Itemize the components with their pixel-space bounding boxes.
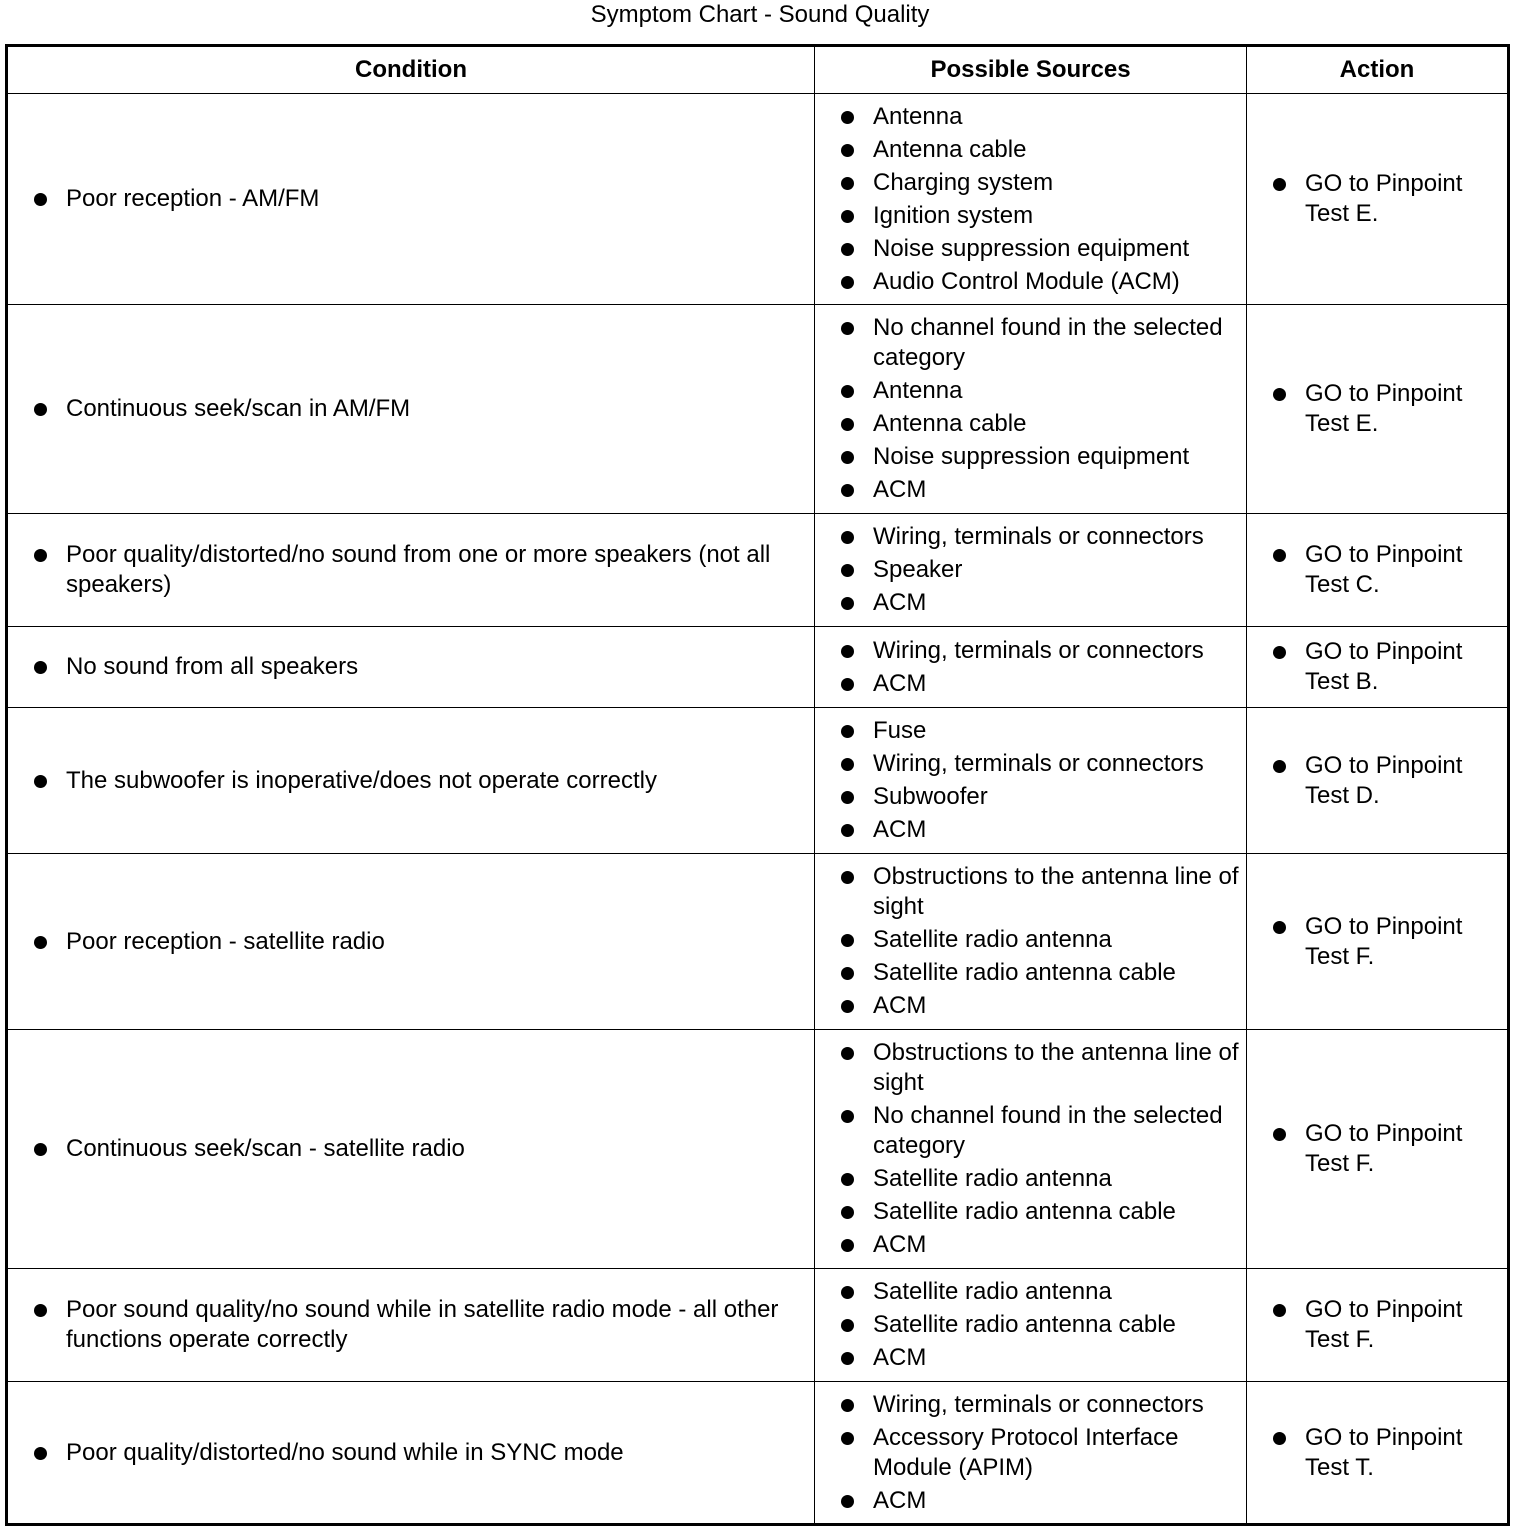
source-item: ACM <box>873 475 1242 505</box>
table-row <box>7 514 1509 627</box>
possible-sources-cell <box>815 94 1247 305</box>
source-item: ACM <box>873 991 1242 1021</box>
condition-text: The subwoofer is inoperative/does not operate correctly <box>66 766 800 796</box>
source-item: Obstructions to the antenna line of sight <box>873 862 1242 922</box>
possible-sources-cell <box>815 627 1247 708</box>
condition-list <box>8 927 814 957</box>
action-cell <box>1247 1269 1509 1382</box>
condition-text: Poor sound quality/no sound while in satellite radio mode - all other functions operate correctly <box>66 1295 800 1355</box>
source-item: Wiring, terminals or connectors <box>873 522 1242 552</box>
condition-text: Poor quality/distorted/no sound while in SYNC mode <box>66 1438 800 1468</box>
action-cell <box>1247 1030 1509 1269</box>
header-condition: Condition <box>7 46 815 94</box>
document-title: Symptom Chart - Sound Quality <box>590 1 930 28</box>
condition-cell <box>7 1269 815 1382</box>
possible-sources-cell <box>815 514 1247 627</box>
action-cell <box>1247 708 1509 854</box>
source-item: Satellite radio antenna <box>873 1277 1242 1307</box>
source-item: Satellite radio antenna <box>873 1164 1242 1194</box>
action-text: GO to Pinpoint Test F. <box>1305 1295 1499 1355</box>
source-item: No channel found in the selected category <box>873 1101 1242 1161</box>
action-text: GO to Pinpoint Test E. <box>1305 379 1499 439</box>
source-item: ACM <box>873 1230 1242 1260</box>
source-item: Satellite radio antenna cable <box>873 1310 1242 1340</box>
source-item: ACM <box>873 1486 1242 1516</box>
sources-list <box>815 634 1246 701</box>
source-item: No channel found in the selected category <box>873 313 1242 373</box>
action-cell <box>1247 1382 1509 1525</box>
condition-list <box>8 1438 814 1468</box>
condition-text: Continuous seek/scan in AM/FM <box>66 394 800 424</box>
symptom-rows <box>7 94 1509 1525</box>
possible-sources-cell <box>815 708 1247 854</box>
action-list <box>1247 751 1507 811</box>
table-row <box>7 708 1509 854</box>
source-item: ACM <box>873 815 1242 845</box>
action-list <box>1247 540 1507 600</box>
source-item: Wiring, terminals or connectors <box>873 1390 1242 1420</box>
action-text: GO to Pinpoint Test D. <box>1305 751 1499 811</box>
sources-list <box>815 100 1246 299</box>
table-row <box>7 1030 1509 1269</box>
condition-cell <box>7 1382 815 1525</box>
source-item: Antenna <box>873 376 1242 406</box>
source-item: ACM <box>873 1343 1242 1373</box>
sources-list <box>815 1275 1246 1375</box>
possible-sources-cell <box>815 854 1247 1030</box>
condition-cell <box>7 627 815 708</box>
condition-list <box>8 1295 814 1355</box>
action-list <box>1247 1423 1507 1483</box>
source-item: Accessory Protocol Interface Module (APIM) <box>873 1423 1242 1483</box>
action-text: GO to Pinpoint Test T. <box>1305 1423 1499 1483</box>
condition-list <box>8 652 814 682</box>
action-cell <box>1247 514 1509 627</box>
action-text: GO to Pinpoint Test C. <box>1305 540 1499 600</box>
condition-list <box>8 766 814 796</box>
possible-sources-cell <box>815 305 1247 514</box>
action-list <box>1247 912 1507 972</box>
action-text: GO to Pinpoint Test F. <box>1305 912 1499 972</box>
condition-text: No sound from all speakers <box>66 652 800 682</box>
action-list <box>1247 1119 1507 1179</box>
action-cell <box>1247 305 1509 514</box>
action-list <box>1247 169 1507 229</box>
possible-sources-cell <box>815 1382 1247 1525</box>
table-row <box>7 627 1509 708</box>
action-text: GO to Pinpoint Test E. <box>1305 169 1499 229</box>
source-item: Audio Control Module (ACM) <box>873 267 1242 297</box>
table-row <box>7 1382 1509 1525</box>
sources-list <box>815 860 1246 1023</box>
source-item: Wiring, terminals or connectors <box>873 749 1242 779</box>
action-list <box>1247 379 1507 439</box>
source-item: Speaker <box>873 555 1242 585</box>
table-row <box>7 94 1509 305</box>
source-item: Obstructions to the antenna line of sight <box>873 1038 1242 1098</box>
sources-list <box>815 1036 1246 1262</box>
source-item: Satellite radio antenna cable <box>873 1197 1242 1227</box>
condition-list <box>8 540 814 600</box>
sources-list <box>815 520 1246 620</box>
source-item: Subwoofer <box>873 782 1242 812</box>
table-row <box>7 305 1509 514</box>
source-item: Antenna cable <box>873 135 1242 165</box>
action-text: GO to Pinpoint Test F. <box>1305 1119 1499 1179</box>
source-item: Charging system <box>873 168 1242 198</box>
action-list <box>1247 637 1507 697</box>
source-item: Antenna cable <box>873 409 1242 439</box>
condition-list <box>8 184 814 214</box>
action-text: GO to Pinpoint Test B. <box>1305 637 1499 697</box>
sources-list <box>815 1388 1246 1518</box>
sources-list <box>815 311 1246 507</box>
condition-cell <box>7 305 815 514</box>
header-row <box>7 46 1509 94</box>
source-item: Wiring, terminals or connectors <box>873 636 1242 666</box>
action-cell <box>1247 854 1509 1030</box>
source-item: Noise suppression equipment <box>873 442 1242 472</box>
source-item: ACM <box>873 669 1242 699</box>
action-cell <box>1247 627 1509 708</box>
source-item: Noise suppression equipment <box>873 234 1242 264</box>
symptom-chart-table <box>5 44 1510 1526</box>
possible-sources-cell <box>815 1269 1247 1382</box>
condition-cell <box>7 514 815 627</box>
table-row <box>7 1269 1509 1382</box>
header-possible-sources: Possible Sources <box>815 46 1247 94</box>
source-item: Fuse <box>873 716 1242 746</box>
condition-cell <box>7 854 815 1030</box>
condition-text: Poor quality/distorted/no sound from one or more speakers (not all speakers) <box>66 540 800 600</box>
condition-list <box>8 1134 814 1164</box>
action-cell <box>1247 94 1509 305</box>
source-item: ACM <box>873 588 1242 618</box>
action-list <box>1247 1295 1507 1355</box>
condition-text: Continuous seek/scan - satellite radio <box>66 1134 800 1164</box>
condition-cell <box>7 1030 815 1269</box>
condition-cell <box>7 708 815 854</box>
condition-text: Poor reception - AM/FM <box>66 184 800 214</box>
table-row <box>7 854 1509 1030</box>
condition-cell <box>7 94 815 305</box>
sources-list <box>815 714 1246 847</box>
source-item: Antenna <box>873 102 1242 132</box>
source-item: Satellite radio antenna <box>873 925 1242 955</box>
source-item: Ignition system <box>873 201 1242 231</box>
source-item: Satellite radio antenna cable <box>873 958 1242 988</box>
header-action: Action <box>1247 46 1509 94</box>
condition-list <box>8 394 814 424</box>
condition-text: Poor reception - satellite radio <box>66 927 800 957</box>
possible-sources-cell <box>815 1030 1247 1269</box>
